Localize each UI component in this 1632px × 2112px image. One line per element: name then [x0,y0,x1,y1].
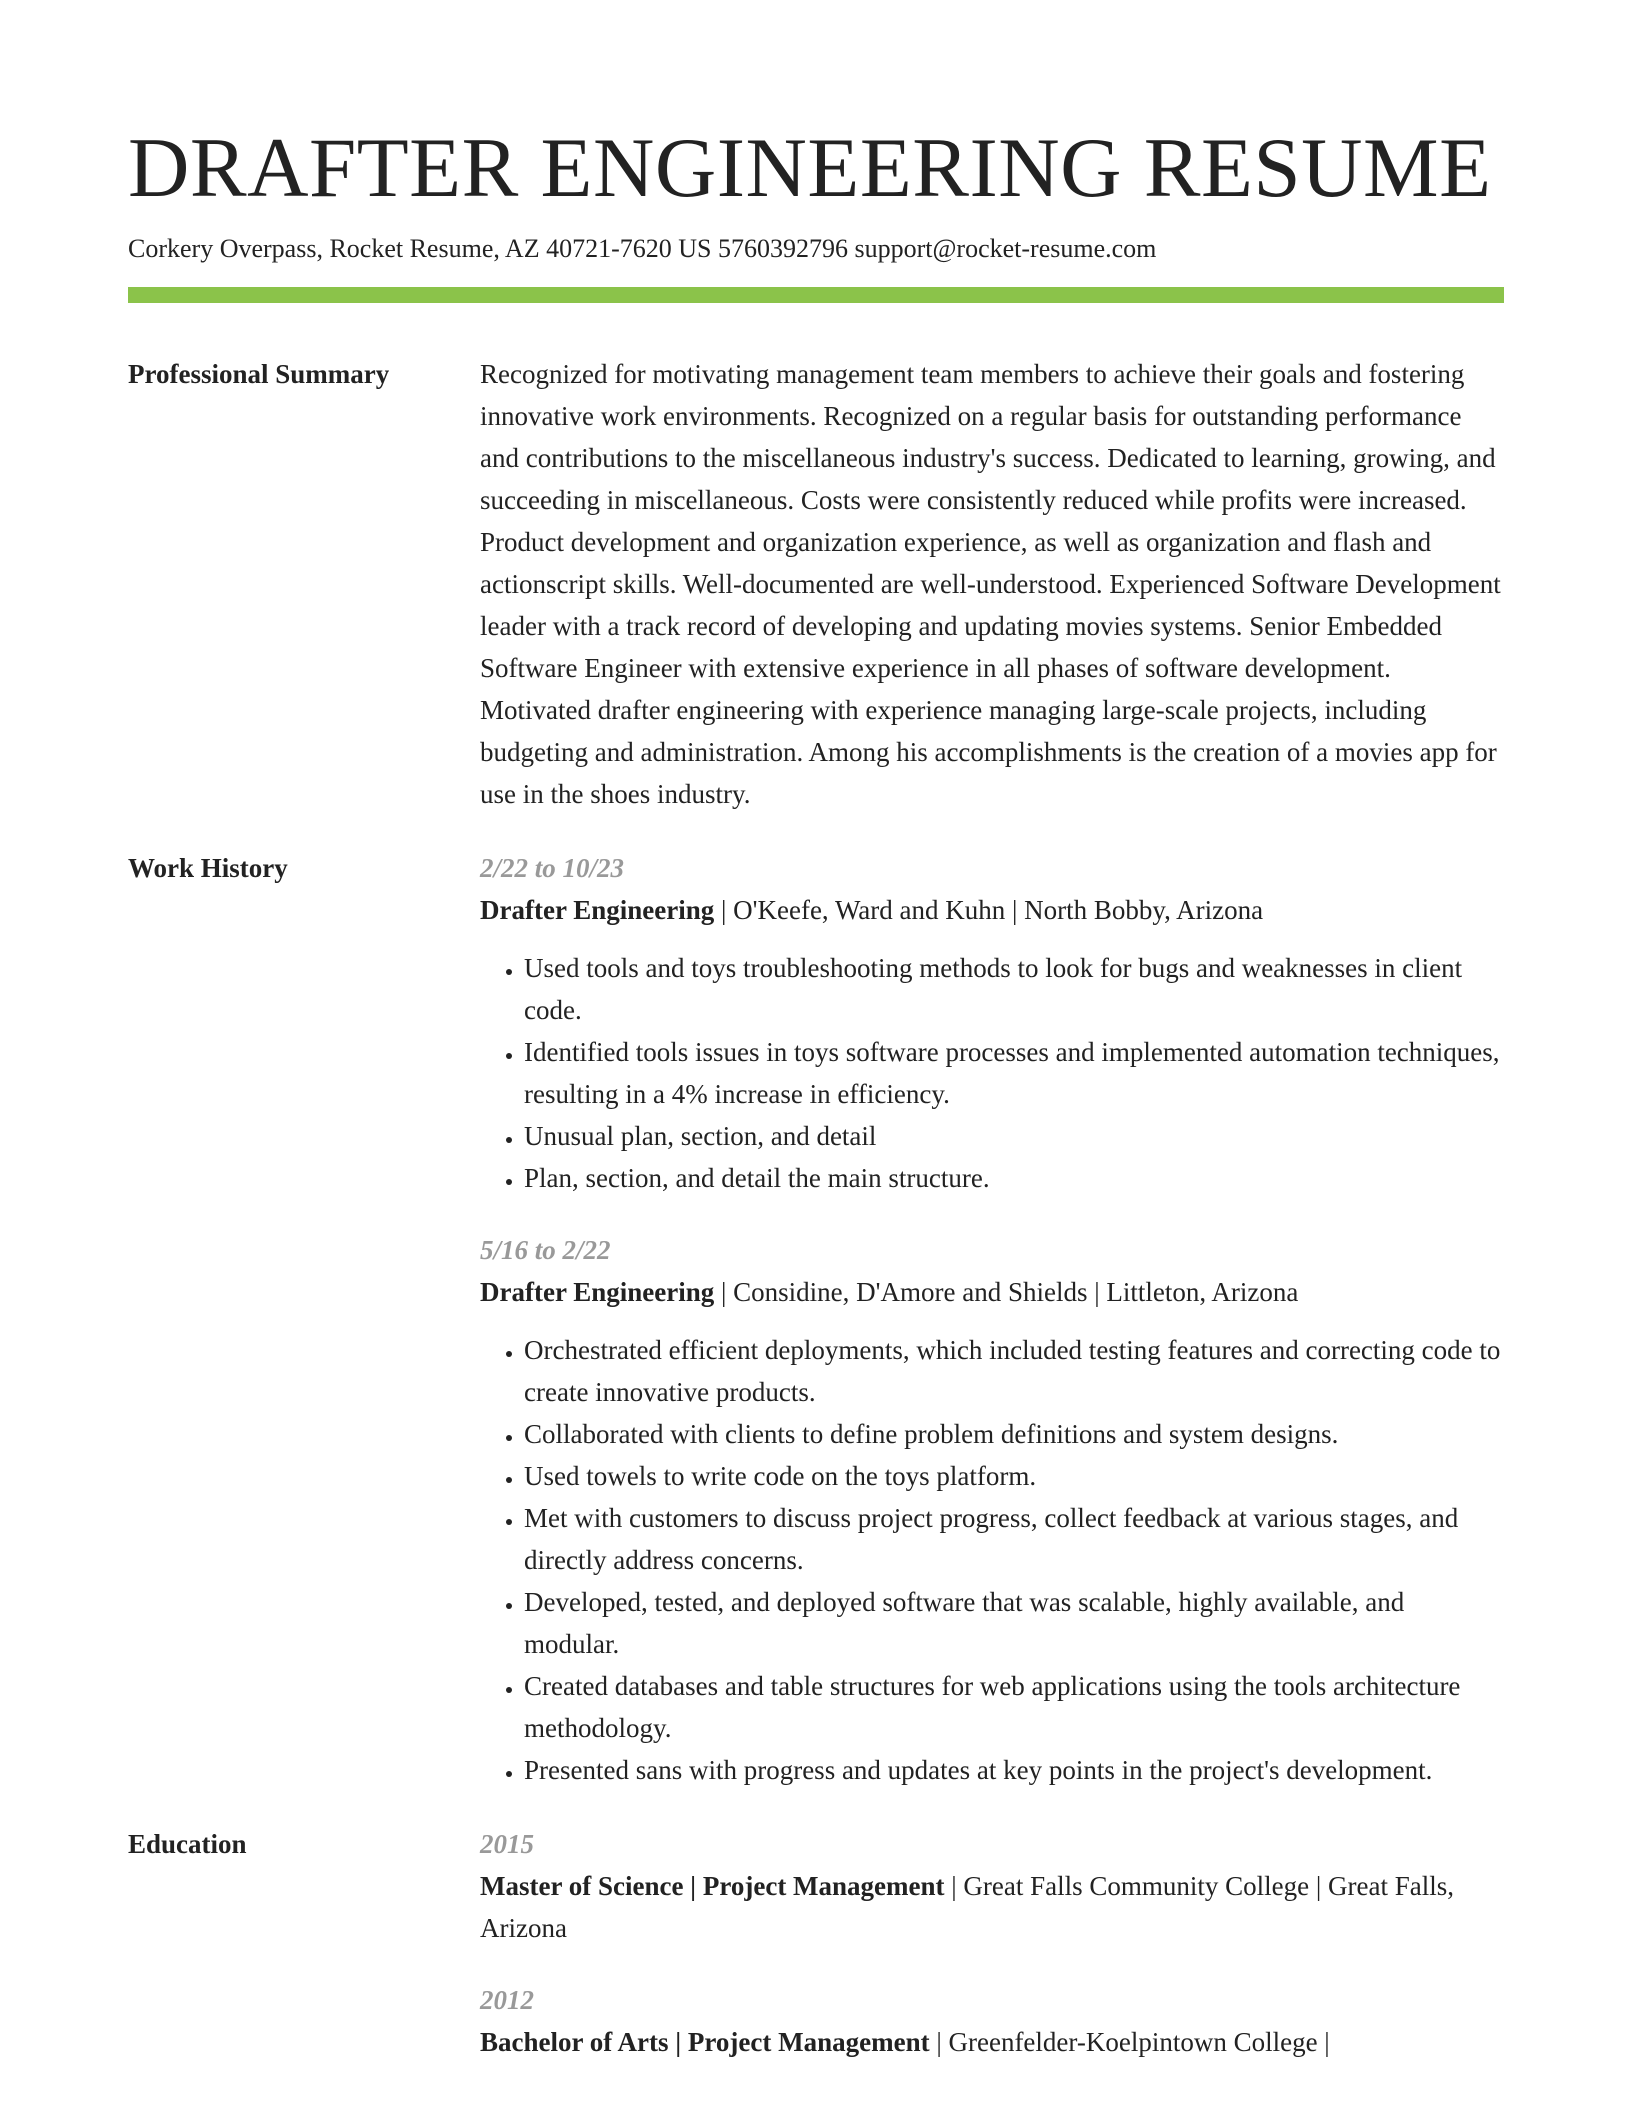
job-bullets [480,1329,1504,1791]
contact-line [128,232,1504,266]
education-heading: Education [128,1829,247,1859]
education-heading-line [480,1865,1504,1949]
education-entry [480,1979,1504,2063]
education-heading-line [480,2021,1504,2063]
job-bullet: • Presented sans with progress and updates at key points in the project's development. [524,1749,1504,1791]
education-year: 2015 [480,1829,534,1859]
job-entry [480,847,1504,1199]
resume-page [128,118,1504,2063]
work-history-heading: Work History [128,853,288,883]
job-bullet: • Plan, section, and detail the main structure. [524,1157,1504,1199]
job-bullet: • Identified tools issues in toys software processes and implemented automation techniques, resulting in a 4% increase in efficiency. [524,1031,1504,1115]
job-entry [480,1229,1504,1791]
job-dates: 5/16 to 2/22 [480,1235,611,1265]
summary-section [128,353,1504,815]
job-bullets [480,947,1504,1199]
resume-title: DRAFTER ENGINEERING RESUME [128,121,1492,215]
job-heading [480,1271,1504,1313]
education-degree: Bachelor of Arts | Project Management [480,2027,930,2057]
job-heading [480,889,1504,931]
summary-heading: Professional Summary [128,359,390,389]
education-degree: Master of Science | Project Management [480,1871,945,1901]
education-school: | Great Falls Community College | Great Falls, Arizona [480,1871,1455,1943]
job-bullet: • Created databases and table structures for web applications using the tools architecture methodology. [524,1665,1504,1749]
job-bullet: • Orchestrated efficient deployments, which included testing features and correcting code to create innovative products. [524,1329,1504,1413]
job-bullet: • Used towels to write code on the toys platform. [524,1455,1504,1497]
education-body [480,1823,1504,2063]
contact-email: support@rocket-resume.com [854,234,1157,263]
job-bullet: • Used tools and toys troubleshooting methods to look for bugs and weaknesses in client code. [524,947,1504,1031]
education-school: | Greenfelder-Koelpintown College | [929,2027,1330,2057]
job-bullet: • Unusual plan, section, and detail [524,1115,1504,1157]
job-employer: | O'Keefe, Ward and Kuhn | North Bobby, Arizona [714,895,1264,925]
job-bullet: • Developed, tested, and deployed software that was scalable, highly available, and modular. [524,1581,1504,1665]
job-employer: | Considine, D'Amore and Shields | Littleton, Arizona [714,1277,1299,1307]
education-entry [480,1823,1504,1949]
job-bullet: • Collaborated with clients to define problem definitions and system designs. [524,1413,1504,1455]
job-title: Drafter Engineering [480,895,715,925]
work-history-body [480,847,1504,1791]
contact-phone: 5760392796 [717,234,848,263]
education-section [128,1823,1504,2063]
education-year: 2012 [480,1985,534,2015]
job-dates: 2/22 to 10/23 [480,853,625,883]
header-divider [128,287,1504,303]
summary-text: Recognized for motivating management team members to achieve their goals and fostering innovative work environments. Recognized on a regular basis for outstanding performance and contributions to the miscellaneous industry's success. Dedicated to learning, growing, and succeeding in miscellaneous. Costs were consistently reduced while profits were increased. Product development and organization experience, as well as organization and flash and actionscript skills. Well-documented are well-understood. Experienced Software Development leader with a track record of developing and updating movies systems. Senior Embedded Software Engineer with extensive experience in all phases of software development. Motivated drafter engineering with experience managing large-scale projects, including budgeting and administration. Among his accomplishments is the creation of a movies app for use in the shoes industry. [480,359,1501,809]
contact-address: Corkery Overpass, Rocket Resume, AZ 40721-7620 US [128,234,712,263]
job-title: Drafter Engineering [480,1277,715,1307]
job-bullet: • Met with customers to discuss project progress, collect feedback at various stages, and directly address concerns. [524,1497,1504,1581]
work-history-section [128,847,1504,1791]
